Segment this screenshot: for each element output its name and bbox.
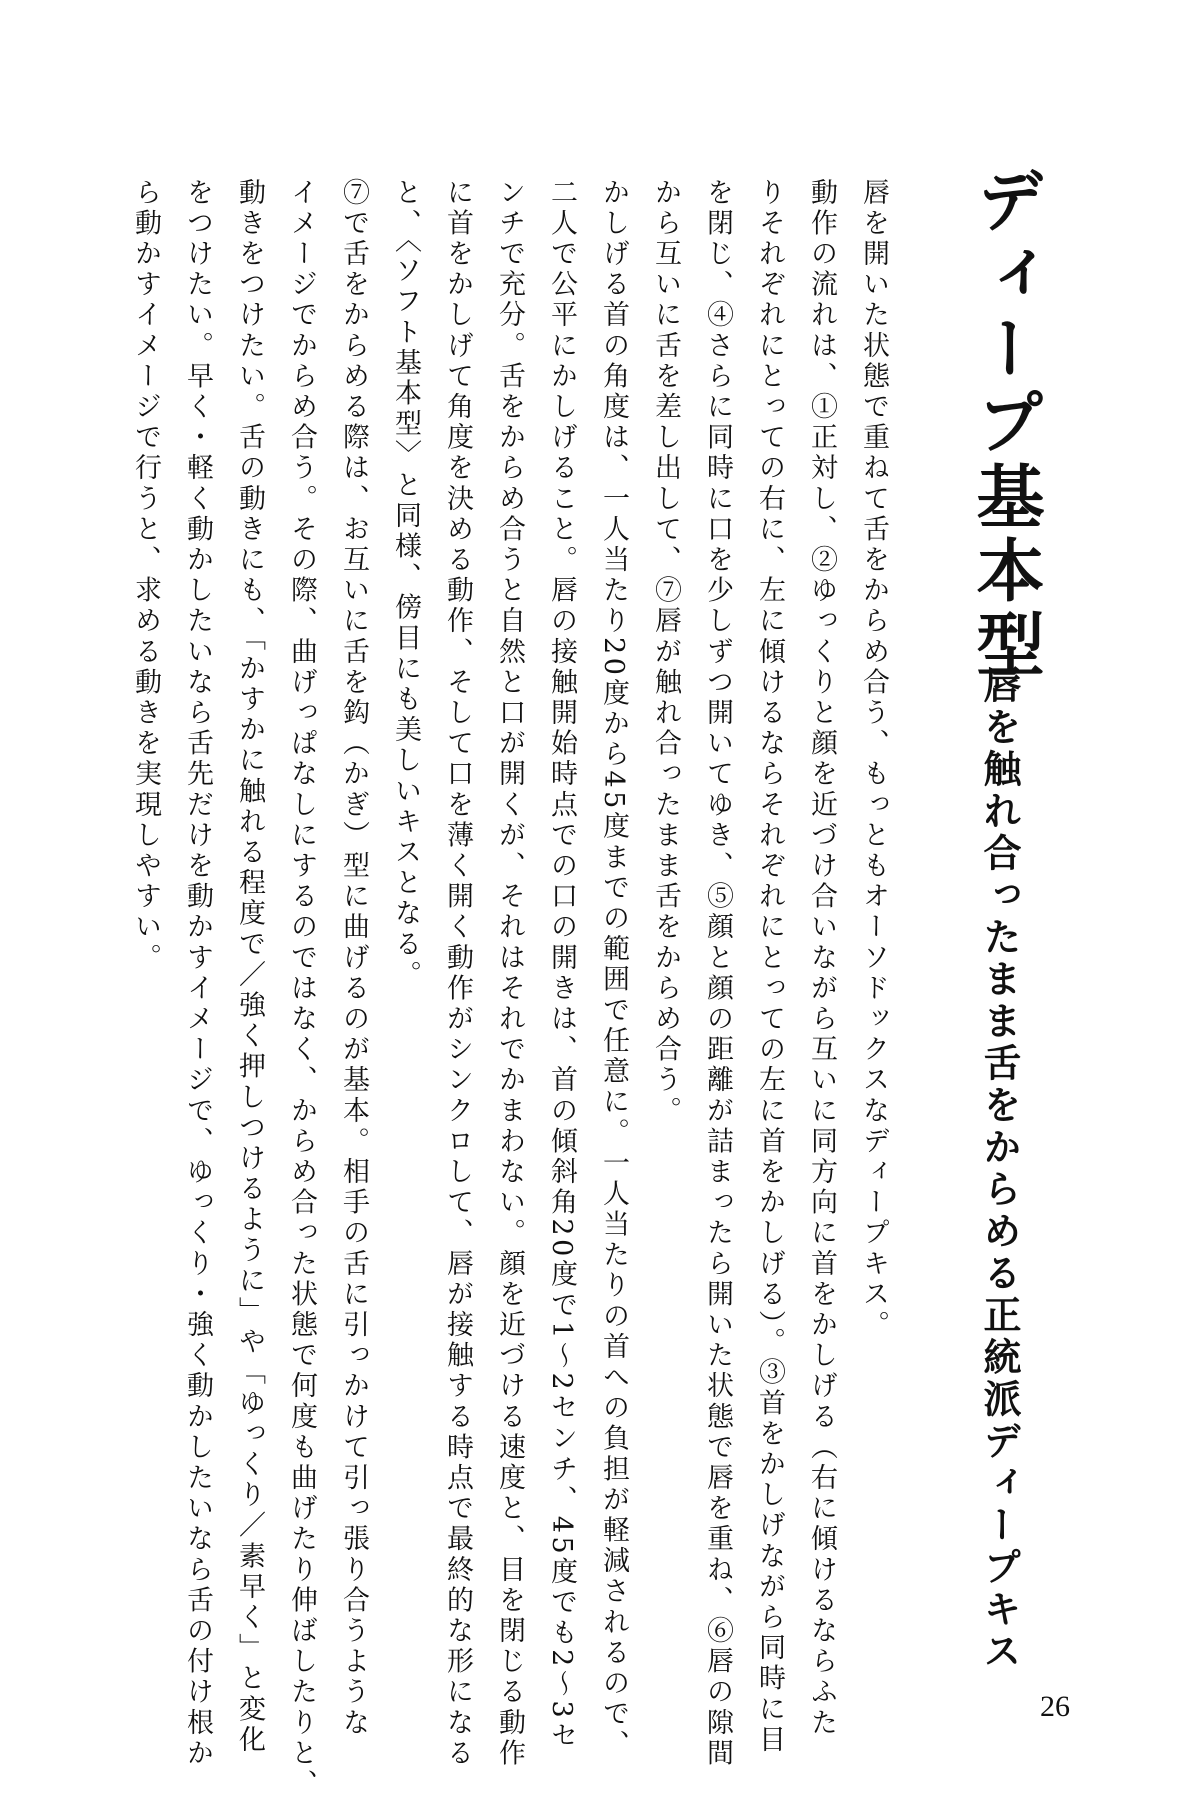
body-line: かしげる首の角度は、一人当たり20度から45度までの範囲で任意に。一人当たりの首への負担が軽減されるので、 <box>598 178 629 1761</box>
body-line: と、〈ソフト基本型〉と同様、傍目にも美しいキスとなる。 <box>390 178 421 991</box>
body-line: りそれぞれにとっての右に、左に傾けるならそれぞれにとっての左に首をかしげる）。③首をかしげながら同時に目 <box>754 178 785 1756</box>
body-line: ら動かすイメージで行うと、求める動きを実現しやすい。 <box>130 178 161 974</box>
section-subtitle: 唇を触れ合ったまま舌をからめる正統派ディープキス <box>977 665 1021 1673</box>
body-line: 二人で公平にかしげること。唇の接触開始時点での口の開きは、首の傾斜角20度で1～2センチ、45度でも2～3セ <box>546 178 577 1752</box>
body-line: 動作の流れは、①正対し、②ゆっくりと顔を近づけ合いながら互いに同方向に首をかしげる（右に傾けるならふた <box>806 178 837 1739</box>
page-number: 26 <box>1040 1690 1070 1723</box>
body-line: ⑦で舌をからめる際は、お互いに舌を鈎（かぎ）型に曲げるのが基本。相手の舌に引っかけて引っ張り合うような <box>338 178 369 1739</box>
section-title: ディープ基本型 <box>965 165 1044 683</box>
body-line: に首をかしげて角度を決める動作、そして口を薄く開く動作がシンクロして、唇が接触する時点で最終的な形になる <box>442 178 473 1770</box>
body-line: から互いに舌を差し出して、⑦唇が触れ合ったまま舌をからめ合う。 <box>650 178 681 1127</box>
body-line: をつけたい。早く・軽く動かしたいなら舌先だけを動かすイメージで、ゆっくり・強く動かしたいなら舌の付け根か <box>182 178 213 1770</box>
body-line: 動きをつけたい。舌の動きにも、「かすかに触れる程度で／強く押しつけるように」や「ゆっくり／素早く」と変化 <box>234 178 265 1756</box>
body-line: を閉じ、④さらに同時に口を少しずつ開いてゆき、⑤顔と顔の距離が詰まったら開いた状態で唇を重ね、⑥唇の隙間 <box>702 178 733 1770</box>
body-line: 唇を開いた状態で重ねて舌をからめ合う、もっともオーソドックスなディープキス。 <box>858 178 889 1341</box>
body-line: ンチで充分。舌をからめ合うと自然と口が開くが、それはそれでかまわない。顔を近づける速度と、目を閉じる動作 <box>494 178 525 1770</box>
body-line: イメージでからめ合う。その際、曲げっぱなしにするのではなく、からめ合った状態で何度も曲げたり伸ばしたりと、 <box>286 178 317 1800</box>
